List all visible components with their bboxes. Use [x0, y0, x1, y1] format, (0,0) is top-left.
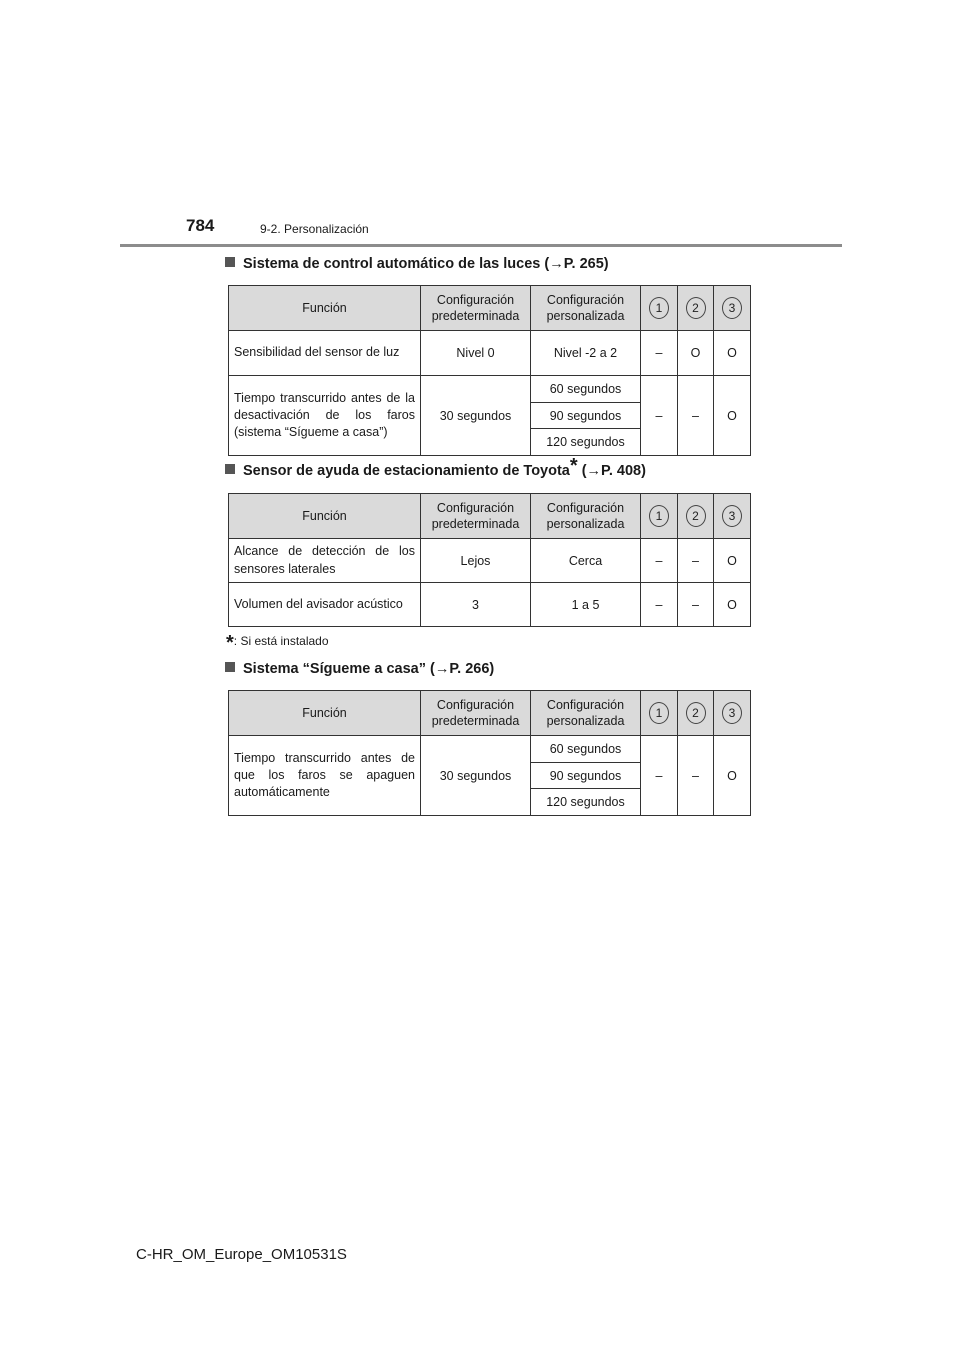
cell-c1: –: [641, 376, 678, 456]
col-header-default: Configuración predeterminada: [421, 494, 531, 539]
col-header-function: Función: [229, 494, 421, 539]
table-row: [229, 583, 751, 627]
cell-c3: O: [714, 376, 751, 456]
table-light-control: [228, 285, 751, 456]
cell-default: 3: [421, 583, 531, 627]
cell-c3: O: [714, 539, 751, 583]
cell-custom: 60 segundos: [531, 736, 641, 763]
circled-2-icon: 2: [686, 702, 706, 724]
cell-custom: 120 segundos: [531, 789, 641, 816]
circled-2-icon: 2: [686, 297, 706, 319]
footer-doc-code: C-HR_OM_Europe_OM10531S: [136, 1246, 347, 1263]
page-number: 784: [186, 216, 215, 235]
square-bullet-icon: [225, 257, 235, 267]
heading-parking-sensor: Sensor de ayuda de estacionamiento de Toyota* (→P. 408): [225, 463, 646, 479]
arrow-right-icon: →: [586, 463, 602, 479]
table-row: [229, 736, 751, 763]
cell-function: Tiempo transcurrido antes de que los faros se apaguen automáticamente: [229, 736, 421, 816]
table-row: [229, 331, 751, 376]
page-ref-link[interactable]: P. 265): [563, 256, 609, 272]
heading-light-control: Sistema de control automático de las luces (→P. 265): [225, 256, 609, 272]
table-parking-sensor: [228, 493, 751, 627]
square-bullet-icon: [225, 662, 235, 672]
cell-function: Tiempo transcurrido antes de la desactivación de los faros (sistema “Sígueme a casa”): [229, 376, 421, 456]
col-header-function: Función: [229, 286, 421, 331]
cell-custom: 1 a 5: [531, 583, 641, 627]
cell-default: 30 segundos: [421, 376, 531, 456]
cell-c2: –: [678, 736, 714, 816]
cell-c1: –: [641, 736, 678, 816]
col-header-1: [641, 286, 678, 331]
cell-default: Lejos: [421, 539, 531, 583]
col-header-default: Configuración predeterminada: [421, 286, 531, 331]
arrow-right-icon: →: [434, 661, 450, 677]
cell-function: Alcance de detección de los sensores laterales: [229, 539, 421, 583]
col-header-1: [641, 691, 678, 736]
col-header-3: [714, 494, 751, 539]
arrow-right-icon: →: [549, 256, 564, 272]
section-title: 9-2. Personalización: [260, 222, 369, 236]
cell-c3: O: [714, 583, 751, 627]
header-rule: [120, 244, 842, 247]
table-row: [229, 376, 751, 403]
col-header-3: [714, 691, 751, 736]
circled-1-icon: 1: [649, 702, 669, 724]
cell-custom: 90 segundos: [531, 763, 641, 789]
page-ref-link[interactable]: P. 266): [449, 661, 495, 677]
col-header-2: [678, 494, 714, 539]
col-header-2: [678, 286, 714, 331]
table-row: [229, 539, 751, 583]
cell-c2: –: [678, 376, 714, 456]
col-header-custom: Configuración personalizada: [531, 286, 641, 331]
cell-function: Sensibilidad del sensor de luz: [229, 331, 421, 376]
asterisk-mark: *: [569, 455, 578, 477]
col-header-3: [714, 286, 751, 331]
cell-custom: 120 segundos: [531, 429, 641, 456]
circled-2-icon: 2: [686, 505, 706, 527]
col-header-custom: Configuración personalizada: [531, 691, 641, 736]
col-header-2: [678, 691, 714, 736]
cell-c1: –: [641, 539, 678, 583]
cell-c1: –: [641, 331, 678, 376]
page-ref-link[interactable]: P. 408): [601, 463, 646, 479]
cell-custom: 60 segundos: [531, 376, 641, 403]
heading-follow-me-home: Sistema “Sígueme a casa” (→P. 266): [225, 661, 494, 677]
circled-3-icon: 3: [722, 505, 742, 527]
cell-c1: –: [641, 583, 678, 627]
circled-1-icon: 1: [649, 297, 669, 319]
asterisk-mark: *: [226, 632, 234, 654]
cell-default: 30 segundos: [421, 736, 531, 816]
col-header-function: Función: [229, 691, 421, 736]
cell-c2: –: [678, 539, 714, 583]
col-header-1: [641, 494, 678, 539]
circled-3-icon: 3: [722, 702, 742, 724]
table-follow-me-home: [228, 690, 751, 816]
col-header-default: Configuración predeterminada: [421, 691, 531, 736]
footnote: *: Si está instalado: [226, 632, 329, 654]
cell-c3: O: [714, 331, 751, 376]
cell-custom: Nivel -2 a 2: [531, 331, 641, 376]
cell-custom: Cerca: [531, 539, 641, 583]
cell-function: Volumen del avisador acústico: [229, 583, 421, 627]
col-header-custom: Configuración personalizada: [531, 494, 641, 539]
cell-default: Nivel 0: [421, 331, 531, 376]
cell-c2: –: [678, 583, 714, 627]
cell-c3: O: [714, 736, 751, 816]
cell-c2: O: [678, 331, 714, 376]
circled-1-icon: 1: [649, 505, 669, 527]
circled-3-icon: 3: [722, 297, 742, 319]
square-bullet-icon: [225, 464, 235, 474]
cell-custom: 90 segundos: [531, 403, 641, 429]
